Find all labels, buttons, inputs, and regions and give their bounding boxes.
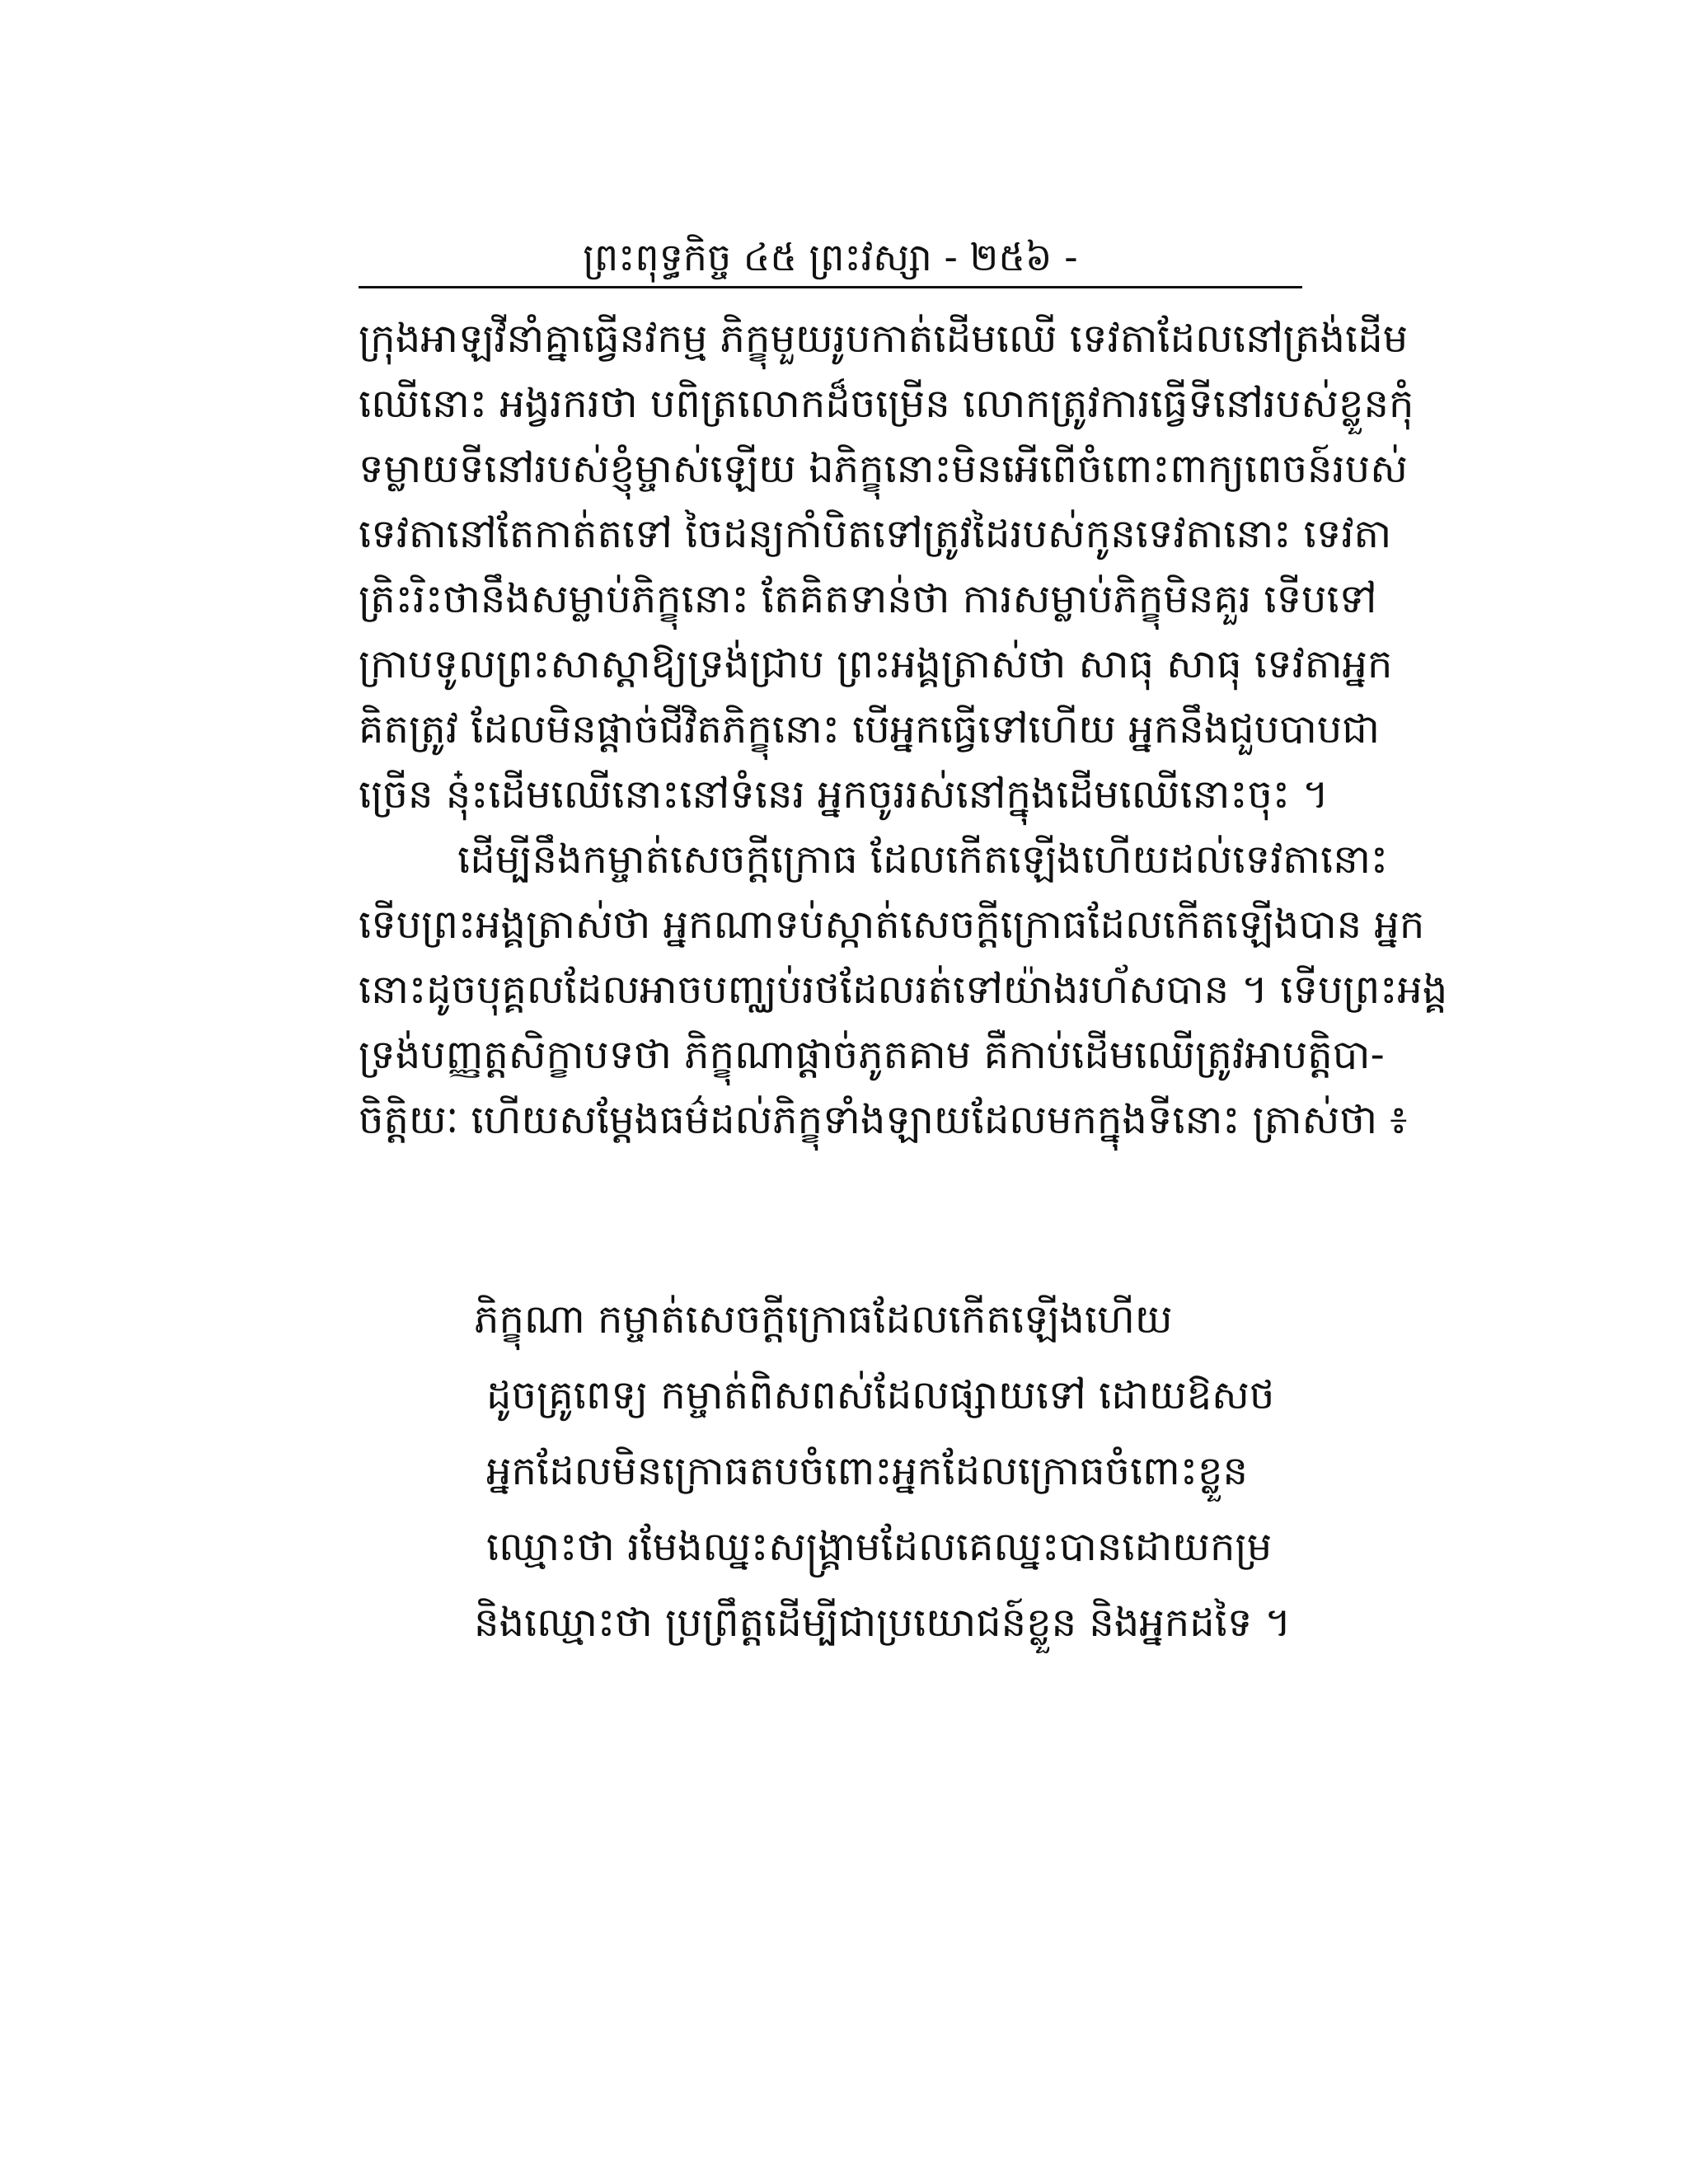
body-line-indented: ដើម្បីនឹងកម្ចាត់សេចក្តីក្រោធ ដែលកើតឡើងហើយដល់ទេវតានោះ xyxy=(457,837,1389,883)
verse-line: និងឈ្មោះថា ប្រព្រឹត្តដើម្បីជាប្រយោជន៍ខ្លួន និងអ្នកដទៃ ។ xyxy=(474,1600,1292,1646)
body-line: ទើបព្រះអង្គត្រាស់ថា អ្នកណាទប់ស្កាត់សេចក្តីក្រោធដែលកើតឡើងបាន អ្នក xyxy=(359,902,1425,948)
body-line: ទេវតានៅតែកាត់តទៅ ចៃដន្យកាំបិតទៅត្រូវដៃរបស់កូនទេវតានោះ ទេវតា xyxy=(359,511,1392,557)
body-paragraphs xyxy=(359,307,1448,1153)
body-line: ត្រិះរិះថានឹងសម្លាប់ភិក្ខុនោះ តែគិតទាន់ថា ការសម្លាប់ភិក្ខុមិនគួរ ទើបទៅ xyxy=(359,576,1377,622)
header-rule xyxy=(359,286,1302,288)
verse-line: ឈ្មោះថា រមែងឈ្នះសង្គ្រាមដែលគេឈ្នះបានដោយកម្រ xyxy=(486,1524,1273,1570)
verse-line: ភិក្ខុណា កម្ចាត់សេចក្តីក្រោធដែលកើតឡើងហើយ xyxy=(474,1296,1173,1343)
body-line: នោះដូចបុគ្គលដែលអាចបញ្ឈប់រថដែលរត់ទៅយ៉ាងរហ័សបាន ។ ទើបព្រះអង្គ xyxy=(359,967,1448,1013)
body-line: ឈើនោះ អង្វរករថា បពិត្រលោកដ៏ចម្រើន លោកត្រូវការធ្វើទីនៅរបស់ខ្លួនកុំ xyxy=(359,381,1414,427)
verse-block xyxy=(474,1282,1302,1661)
body-line: ក្រុងអាឡវីនាំគ្នាធ្វើនវកម្ម ភិក្ខុមួយរូបកាត់ដើមឈើ ទេវតាដែលនៅត្រង់ដើម xyxy=(359,316,1409,362)
body-line: ទម្លាយទីនៅរបស់ខ្ញុំម្ចាស់ឡើយ ឯភិក្ខុនោះមិនអើពើចំពោះពាក្យពេចន៍របស់ xyxy=(359,446,1408,492)
body-line: ច្រើន នុ៎ះដើមឈើនោះនៅទំនេរ អ្នកចូររស់នៅក្នុងដើមឈើនោះចុះ ។ xyxy=(359,771,1329,818)
running-header: ព្រះពុទ្ធកិច្ច ៤៥ ព្រះវស្សា ‑ ២៥៦ ‑ xyxy=(583,235,1078,279)
verse-line: ដូចគ្រូពេទ្យ កម្ចាត់ពិសពស់ដែលផ្សាយទៅ ដោយឱសថ xyxy=(486,1372,1275,1418)
body-line: ចិត្តិយៈ ហើយសម្តែងធម៌ដល់ភិក្ខុទាំងឡាយដែលមកក្នុងទីនោះ ត្រាស់ថា ៖ xyxy=(359,1097,1408,1143)
body-line: ទ្រង់បញ្ញត្តសិក្ខាបទថា ភិក្ខុណាផ្តាច់ភូតគាម គឺកាប់ដើមឈើត្រូវអាបត្តិបា‑ xyxy=(359,1032,1385,1078)
body-line: ក្រាបទូលព្រះសាស្តាឱ្យទ្រង់ជ្រាប ព្រះអង្គត្រាស់ថា សាធុ សាធុ ទេវតាអ្នក xyxy=(359,641,1393,687)
body-line: គិតត្រូវ ដែលមិនផ្តាច់ជីវិតភិក្ខុនោះ បើអ្នកធ្វើទៅហើយ អ្នកនឹងជួបបាបជា xyxy=(359,706,1380,752)
verse-line: អ្នកដែលមិនក្រោធតបចំពោះអ្នកដែលក្រោធចំពោះខ្លួន xyxy=(486,1448,1248,1494)
